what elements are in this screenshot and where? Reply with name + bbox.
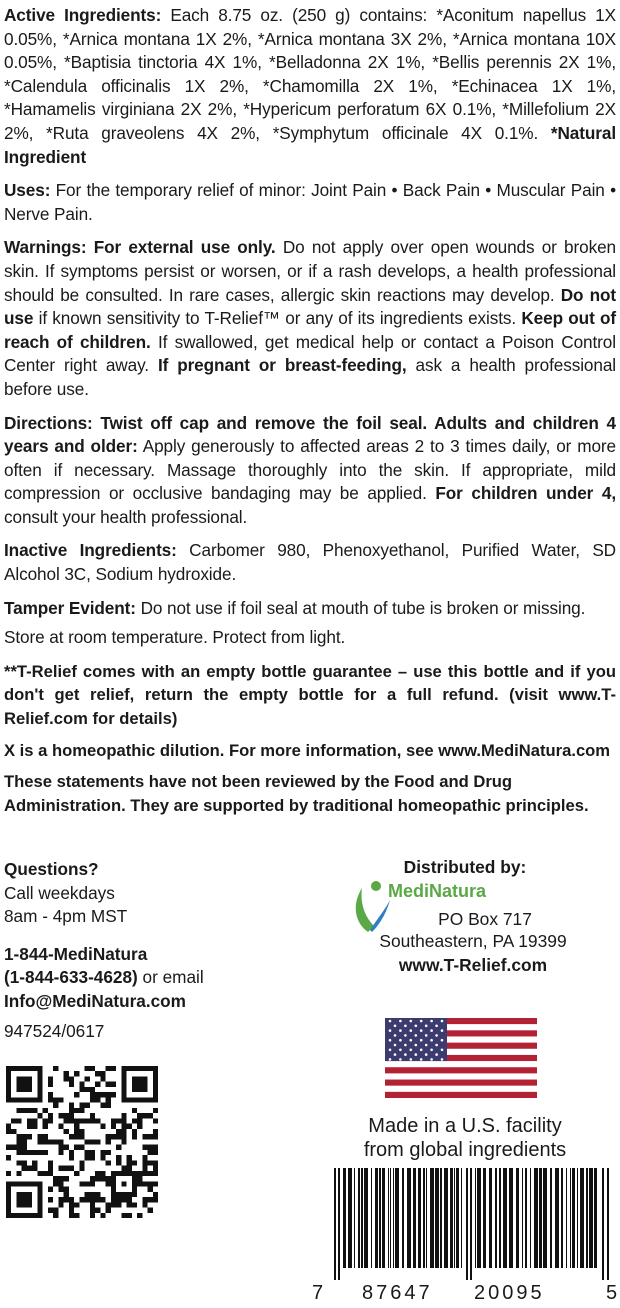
inactive-text: Carbomer 980, Phenoxyethanol, Purified Water, SD Alcohol 3C, Sodium hydroxide. — [4, 540, 616, 585]
keep-out-of-reach: Keep out of reach of children. — [4, 308, 616, 352]
or-email: or email — [137, 967, 204, 988]
directions-heading: Directions: Twist off cap and remove the foil seal. Adults and children 4 years and older: — [4, 412, 616, 457]
natural-ingredient-note: *Natural Ingredient — [4, 122, 616, 167]
distributor-heading: Distributed by: — [403, 857, 527, 877]
dilution-note: X is a homeopathic dilution. For more information, see www.MediNatura.com — [4, 740, 611, 760]
storage: Store at room temperature. Protect from light. — [4, 627, 346, 648]
hours: 8am - 4pm MST — [4, 906, 128, 927]
lot-number: 947524/0617 — [4, 1021, 105, 1041]
active-ingredients-text: Each 8.75 oz. (250 g) contains: *Aconitum napellus 1X 0.05%, *Arnica montana 1X 2%, *Arnica montana 3X 2%, *Arnica montana 10X 0.05%, *Baptisia tinctoria 4X 1%, *Belladonna 2X 1%, *Bellis perennis 2X 1%, *Calendula officinalis 1X 2%, *Chamomilla 2X 1%, *Echinacea 1X 1%, *Hamamelis virginiana 2X 2%, *Hypericum perforatum 6X 0.1%, *Millefolium 2X 2%, *Ruta graveolens 4X 2%, *Symphytum officinale 4X 0.1%. — [4, 5, 616, 143]
barcode-digits-left: 87647 — [362, 1282, 433, 1304]
brand-name: MediNatura — [388, 881, 487, 901]
made-in-usa — [330, 1114, 600, 1162]
active-ingredients-heading: Active Ingredients: — [4, 5, 162, 25]
warnings-text: Do not apply over open wounds or broken skin. If symptoms persist or worsen, or if a rash develops, a health professional should be consulted. In rare cases, allergic skin reactions may develop. — [4, 237, 616, 305]
barcode-digits-right: 20095 — [474, 1282, 545, 1304]
inactive-heading: Inactive Ingredients: — [4, 540, 177, 561]
uses-text: For the temporary relief of minor: Joint Pain • Back Pain • Muscular Pain • Nerve Pain. — [4, 180, 616, 224]
children-under-4: For children under 4, — [435, 483, 617, 504]
phone-named: 1-844-MediNatura — [4, 943, 148, 964]
pregnant-warning: If pregnant or breast-feeding, — [157, 355, 407, 376]
distributor-block — [330, 856, 600, 976]
fda-disclaimer: These statements have not been reviewed by the Food and Drug Administration. They are supported by traditional homeopathic principles. — [4, 772, 589, 815]
directions-text: Apply generously to affected areas 2 to 3 times daily, or more often if necessary. Massage thoroughly into the skin. If appropriate, mild compression or occlusive bandaging may be applied. — [4, 436, 617, 504]
warnings-text-3: If swallowed, get medical help or contact a Poison Control Center right away. — [4, 331, 616, 376]
barcode-digit-first: 7 — [312, 1282, 327, 1304]
warnings-text-2: if known sensitivity to T-Relief™ or any of its ingredients exists. — [33, 308, 522, 329]
uses-heading: Uses: — [4, 180, 51, 201]
distributor-website: www.T-Relief.com — [398, 955, 548, 975]
tamper-text: Do not use if foil seal at mouth of tube is broken or missing. — [135, 597, 586, 618]
us-flag-icon — [385, 1018, 537, 1098]
warnings-text-4: ask a health professional before use. — [4, 355, 617, 399]
guarantee: **T-Relief comes with an empty bottle guarantee – use this bottle and if you don't get relief, return the empty bottle for a full refund. (visit www.T-Relief.com for details) — [4, 661, 616, 729]
barcode — [330, 1168, 614, 1280]
questions-block — [4, 858, 204, 1014]
qr-code — [6, 1066, 158, 1218]
tamper-heading: Tamper Evident: — [4, 597, 136, 618]
barcode-digit-last: 5 — [606, 1282, 620, 1304]
made-line-2: from global ingredients — [363, 1139, 567, 1161]
questions-heading: Questions? — [4, 859, 99, 879]
city: Southeastern, PA 19399 — [379, 931, 567, 951]
call-weekdays: Call weekdays — [4, 882, 115, 903]
email: Info@MediNatura.com — [4, 990, 186, 1011]
directions-text-2: consult your health professional. — [4, 506, 248, 527]
phone-number: (1-844-633-4628) — [4, 967, 138, 988]
medinatura-logo — [330, 878, 600, 908]
po-box: PO Box 717 — [438, 909, 532, 929]
do-not-use: Do not use — [4, 284, 617, 329]
made-line-1: Made in a U.S. facility — [368, 1115, 562, 1137]
warnings-heading: Warnings: For external use only. — [4, 237, 276, 258]
